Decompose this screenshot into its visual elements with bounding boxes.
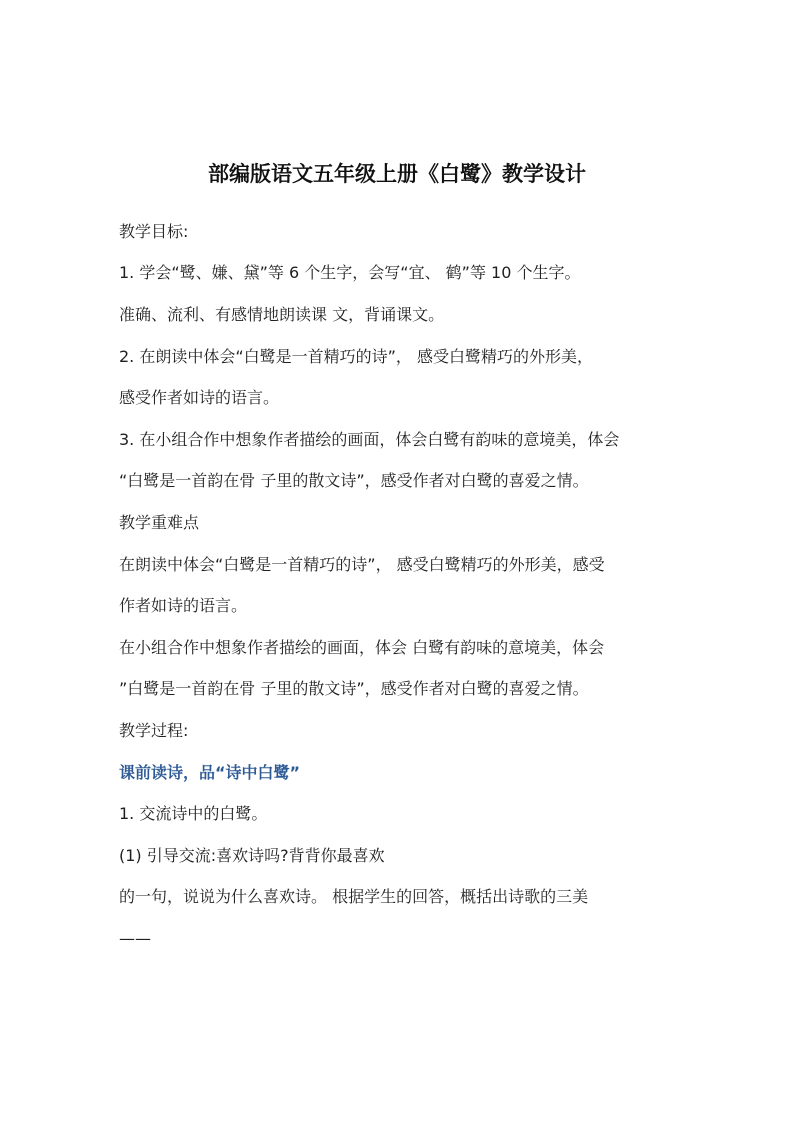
section-heading-process: 教学过程: (119, 721, 189, 740)
document-title: 部编版语文五年级上册《白鹭》教学设计 (208, 162, 586, 186)
paragraph-line: 的一句，说说为什么喜欢诗。 根据学生的回答，概括出诗歌的三美 (119, 887, 589, 906)
paragraph-line: 在小组合作中想象作者描绘的画面，体会 白鹭有韵味的意境美，体会 (119, 638, 605, 657)
paragraph-line: 感受作者如诗的语言。 (119, 388, 280, 407)
paragraph-line: ”白鹭是一首韵在骨 子里的散文诗”，感受作者对白鹭的喜爱之情。 (119, 679, 589, 698)
paragraph-line: (1) 引导交流:喜欢诗吗?背背你最喜欢 (119, 846, 385, 865)
subsection-heading: 课前读诗，品“诗中白鹭” (119, 763, 301, 782)
paragraph-line: 1. 交流诗中的白鹭。 (119, 804, 268, 823)
paragraph-line: 准确、流利、有感情地朗读课 文，背诵课文。 (119, 305, 445, 324)
paragraph-line: 作者如诗的语言。 (119, 596, 248, 615)
paragraph-line: —— (119, 929, 151, 948)
paragraph-line: 2. 在朗读中体会“白鹭是一首精巧的诗”， 感受白鹭精巧的外形美， (119, 347, 594, 366)
paragraph-line: “白鹭是一首韵在骨 子里的散文诗”，感受作者对白鹭的喜爱之情。 (119, 471, 589, 490)
paragraph-line: 1. 学会“鹭、嫌、黛”等 6 个生字，会写“宜、 鹤”等 10 个生字。 (119, 263, 581, 282)
paragraph-line: 在朗读中体会“白鹭是一首精巧的诗”， 感受白鹭精巧的外形美，感受 (119, 555, 605, 574)
section-heading-objectives: 教学目标: (119, 222, 189, 241)
paragraph-line: 3. 在小组合作中想象作者描绘的画面，体会白鹭有韵味的意境美，体会 (119, 430, 620, 449)
section-heading-key-points: 教学重难点 (119, 513, 200, 532)
